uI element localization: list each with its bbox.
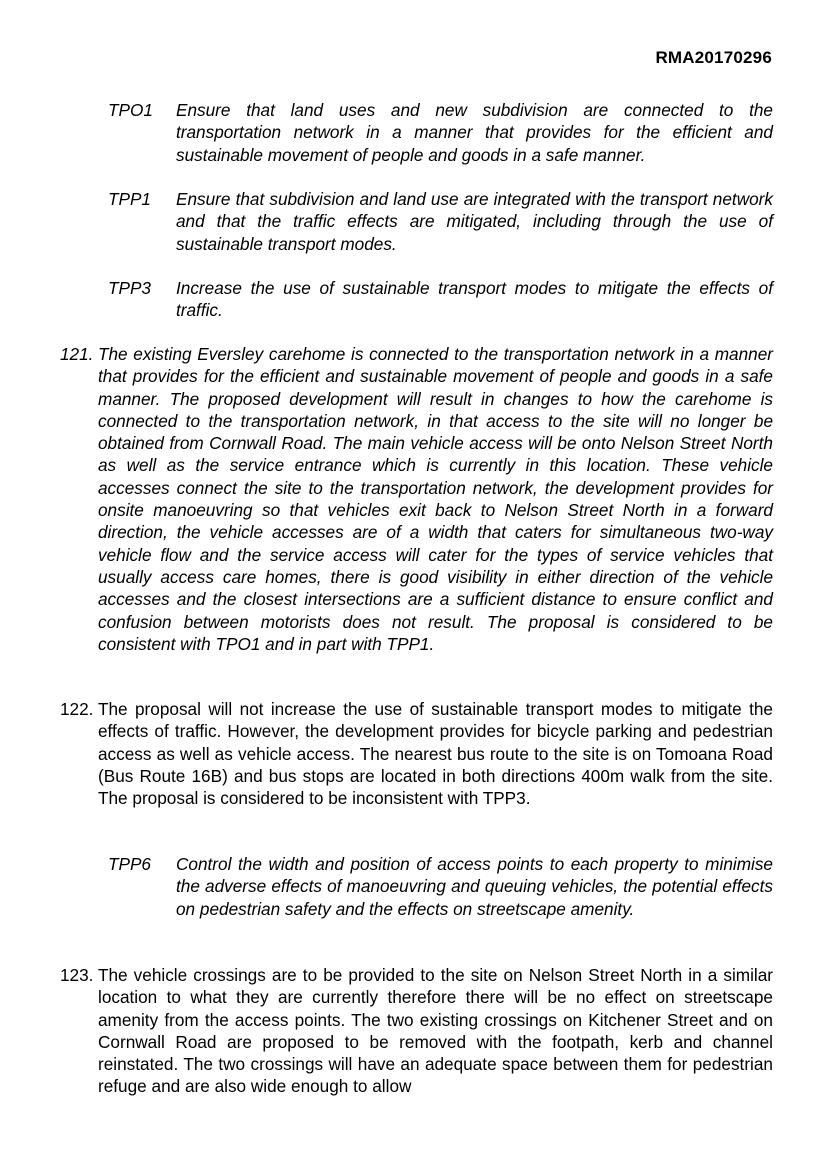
policy-code: TPP1 <box>108 189 151 209</box>
paragraph-122 <box>60 698 773 809</box>
policy-tpo1 <box>108 99 773 166</box>
policy-code: TPO1 <box>108 100 153 120</box>
paragraph-text: The proposal will not increase the use of sustainable transport modes to mitigate the effects of traffic. However, the development provides for bicycle parking and pedestrian access as well as vehicle access. The nearest bus route to the site is on Tomoana Road (Bus Route 16B) and bus stops are located in both directions 400m walk from the site. The proposal is considered to be inconsistent with TPP3. <box>98 699 773 809</box>
paragraph-text: The vehicle crossings are to be provided to the site on Nelson Street North in a similar location to what they are currently therefore there will be no effect on streetscape amenity from the access points. The two existing crossings on Kitchener Street and on Cornwall Road are proposed to be removed with the footpath, kerb and channel reinstated. The two crossings will have an adequate space between them for pedestrian refuge and are also wide enough to allow <box>98 965 773 1097</box>
policy-code: TPP3 <box>108 278 151 298</box>
policy-tpp6 <box>108 853 773 920</box>
paragraph-number: 122. <box>60 699 94 719</box>
policy-text: Increase the use of sustainable transport modes to mitigate the effects of traffic. <box>176 278 773 321</box>
policy-tpp1 <box>108 188 773 255</box>
paragraph-number: 121. <box>60 344 94 364</box>
policy-tpp3 <box>108 277 773 322</box>
policy-code: TPP6 <box>108 854 151 874</box>
policy-text: Ensure that subdivision and land use are integrated with the transport network and that the traffic effects are mitigated, including through the use of sustainable transport modes. <box>176 189 773 254</box>
policy-text: Ensure that land uses and new subdivision are connected to the transportation network in a manner that provides for the efficient and sustainable movement of people and goods in a safe manner. <box>176 100 773 165</box>
document-reference: RMA20170296 <box>655 48 772 67</box>
paragraph-121 <box>60 343 773 655</box>
paragraph-text: The existing Eversley carehome is connected to the transportation network in a manner that provides for the efficient and sustainable movement of people and goods in a safe manner. The proposed development will result in changes to how the carehome is connected to the transportation network, in that access to the site will no longer be obtained from Cornwall Road. The main vehicle access will be onto Nelson Street North as well as the service entrance which is currently in this location. These vehicle accesses connect the site to the transportation network, the development provides for onsite manoeuvring so that vehicles exit back to Nelson Street North in a forward direction, the vehicle accesses are of a width that caters for simultaneous two-way vehicle flow and the service access will cater for the types of service vehicles that usually access care homes, there is good visibility in either direction of the vehicle accesses and the closest intersections are a sufficient distance to ensure conflict and confusion between motorists does not result. The proposal is considered to be consistent with TPO1 and in part with TPP1. <box>98 344 773 654</box>
paragraph-number: 123. <box>60 965 94 985</box>
policy-text: Control the width and position of access points to each property to minimise the adverse effects of manoeuvring and queuing vehicles, the potential effects on pedestrian safety and the effects on streetscape amenity. <box>176 854 773 919</box>
paragraph-123 <box>60 964 773 1098</box>
